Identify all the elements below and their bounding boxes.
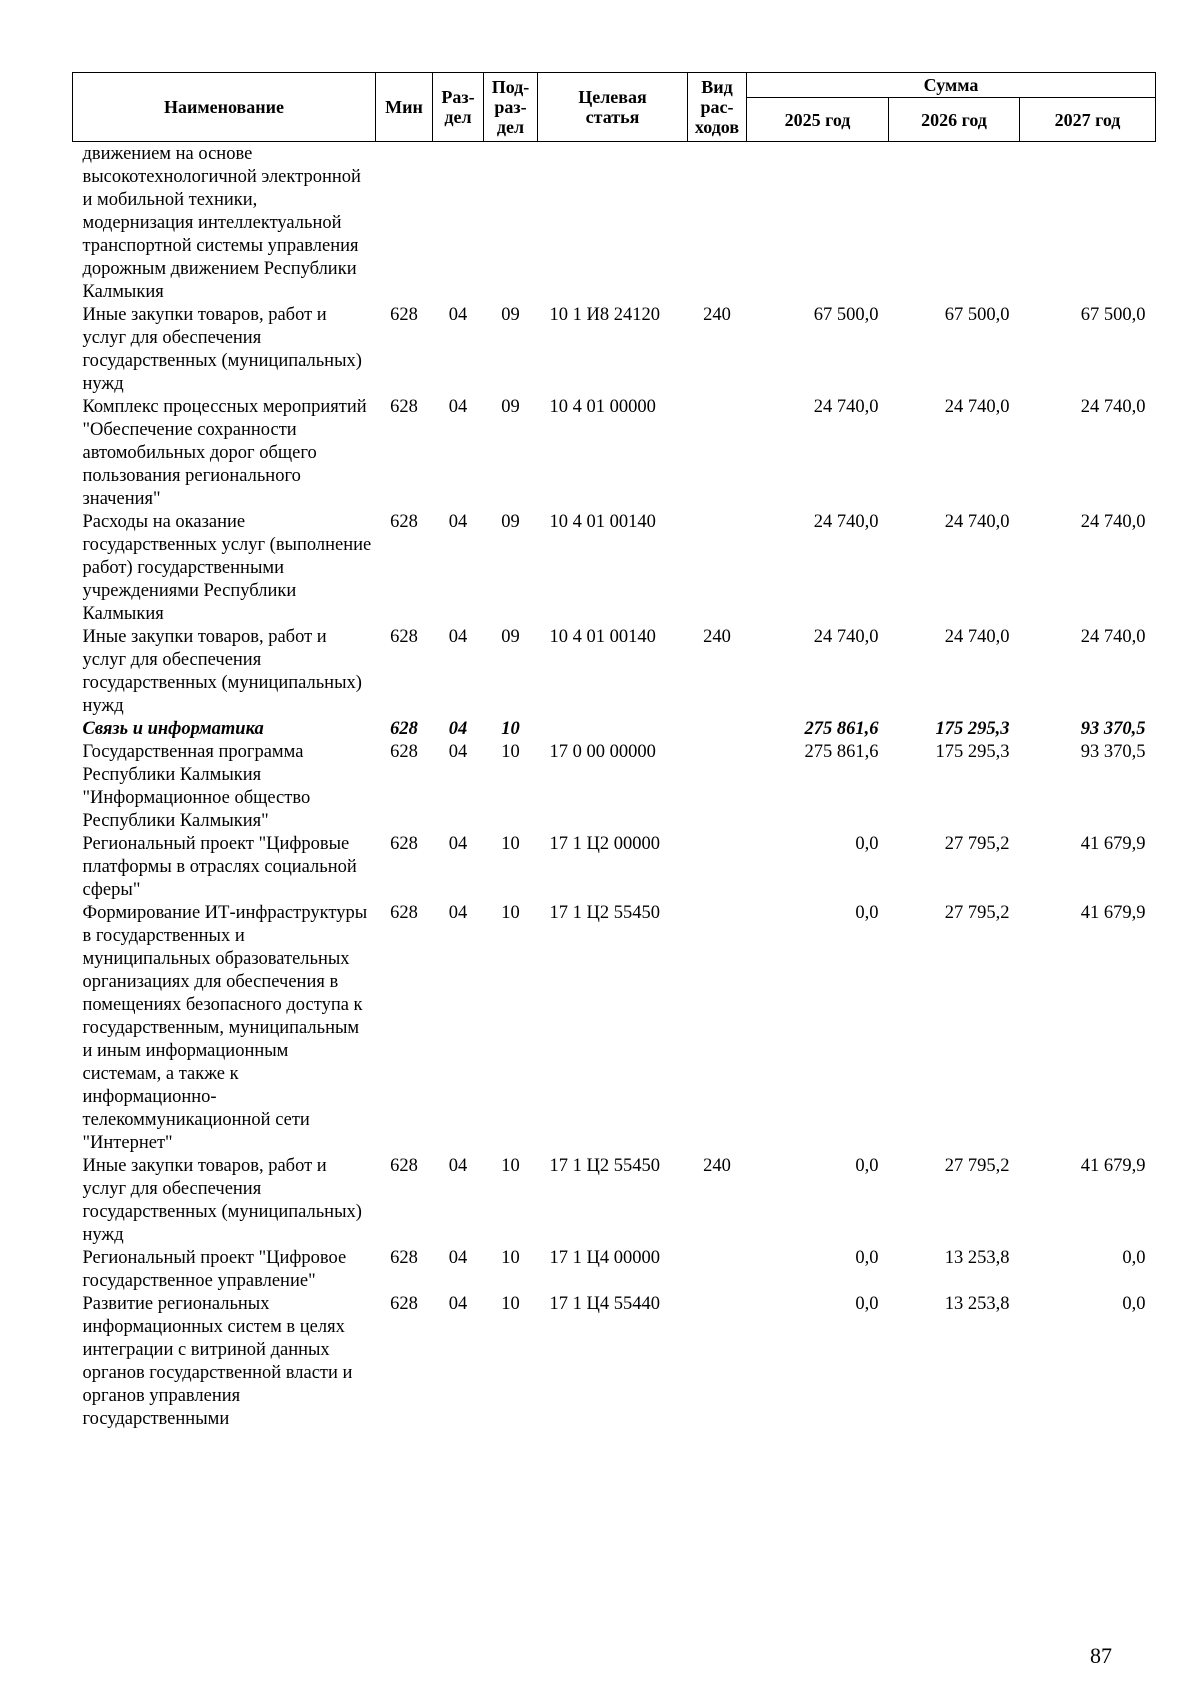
row-razdel: 04 (448, 742, 468, 762)
row-target: 17 1 Ц4 55440 (549, 1294, 660, 1314)
row-razdel (433, 142, 484, 305)
row-amount-2025: 0,0 (855, 834, 879, 854)
table-row (73, 833, 1156, 902)
row-vid (688, 511, 747, 626)
row-name: Региональный проект "Цифровые платформы в отраслях социальной сферы" (82, 834, 357, 900)
row-name: Иные закупки товаров, работ и услуг для обеспечения государственных (муниципальных) нужд (82, 305, 362, 394)
row-amount-2025: 275 861,6 (804, 742, 879, 762)
row-min: 628 (390, 1156, 418, 1176)
row-podrazdel: 10 (501, 719, 520, 739)
row-target (538, 718, 688, 741)
row-amount-2027: 93 370,5 (1080, 742, 1146, 762)
budget-table (72, 72, 1156, 1431)
row-target: 10 4 01 00000 (549, 397, 656, 417)
row-target: 10 4 01 00140 (549, 627, 656, 647)
row-amount-2027: 24 740,0 (1080, 397, 1146, 417)
header-name: Наименование (73, 73, 376, 142)
row-amount-2026: 24 740,0 (944, 397, 1010, 417)
row-vid: 240 (703, 305, 731, 325)
table-row (73, 142, 1156, 305)
row-target: 17 1 Ц2 55450 (549, 903, 660, 923)
row-target: 17 1 Ц2 00000 (549, 834, 660, 854)
row-razdel: 04 (448, 903, 468, 923)
row-amount-2027 (1020, 142, 1156, 305)
row-podrazdel: 09 (501, 512, 520, 532)
row-amount-2027: 24 740,0 (1080, 627, 1146, 647)
header-target: Целевая статья (538, 73, 688, 142)
row-name: Развитие региональных информационных систем в целях интеграции с витриной данных органов государственной власти и органов управления государственными (82, 1294, 353, 1429)
row-min: 628 (390, 719, 418, 739)
table-row (73, 1293, 1156, 1431)
row-amount-2025: 24 740,0 (813, 627, 879, 647)
row-min (376, 142, 433, 305)
row-vid (688, 396, 747, 511)
row-amount-2026: 24 740,0 (944, 512, 1010, 532)
row-name: Связь и информатика (82, 719, 264, 739)
table-row (73, 304, 1156, 396)
row-name: движением на основе высокотехнологичной электронной и мобильной техники, модернизация интеллектуальной транспортной системы управления дорожным движением Республики Калмыкия (82, 144, 361, 302)
row-target: 17 1 Ц2 55450 (549, 1156, 660, 1176)
row-amount-2027: 24 740,0 (1080, 512, 1146, 532)
row-name: Формирование ИТ-инфраструктуры в государственных и муниципальных образовательных организациях для обеспечения в помещениях безопасного доступа к государственным, муниципальным и иным информационным системам, а также к информационно-телекоммуникационной сети "Интернет" (82, 903, 368, 1153)
row-podrazdel: 09 (501, 397, 520, 417)
row-razdel: 04 (448, 1156, 468, 1176)
row-vid (688, 1247, 747, 1293)
row-target: 10 1 И8 24120 (549, 305, 660, 325)
row-vid (688, 718, 747, 741)
row-amount-2026: 13 253,8 (944, 1248, 1010, 1268)
row-razdel: 04 (448, 1294, 468, 1314)
row-name: Иные закупки товаров, работ и услуг для обеспечения государственных (муниципальных) нужд (82, 627, 362, 716)
row-amount-2026: 27 795,2 (944, 903, 1010, 923)
table-row (73, 396, 1156, 511)
table-row (73, 626, 1156, 718)
row-razdel: 04 (448, 719, 468, 739)
header-vid: Вид рас- ходов (688, 73, 747, 142)
row-amount-2025: 275 861,6 (804, 719, 879, 739)
row-min: 628 (390, 903, 418, 923)
row-vid (688, 833, 747, 902)
row-vid (688, 741, 747, 833)
row-name: Комплекс процессных мероприятий "Обеспечение сохранности автомобильных дорог общего пользования регионального значения" (82, 397, 367, 509)
row-amount-2027: 93 370,5 (1080, 719, 1146, 739)
row-vid (688, 1293, 747, 1431)
row-name: Государственная программа Республики Калмыкия "Информационное общество Республики Калмыкия" (82, 742, 311, 831)
row-amount-2025: 24 740,0 (813, 397, 879, 417)
row-amount-2026: 24 740,0 (944, 627, 1010, 647)
row-amount-2027: 67 500,0 (1080, 305, 1146, 325)
row-min: 628 (390, 627, 418, 647)
table-row (73, 741, 1156, 833)
row-name: Иные закупки товаров, работ и услуг для обеспечения государственных (муниципальных) нужд (82, 1156, 362, 1245)
row-min: 628 (390, 512, 418, 532)
table-row (73, 902, 1156, 1155)
header-razdel: Раз- дел (433, 73, 484, 142)
row-amount-2025: 24 740,0 (813, 512, 879, 532)
header-2027: 2027 год (1020, 98, 1156, 142)
row-razdel: 04 (448, 1248, 468, 1268)
row-podrazdel: 10 (501, 1248, 520, 1268)
row-name: Расходы на оказание государственных услуг (выполнение работ) государственными учреждениями Республики Калмыкия (82, 512, 372, 624)
row-podrazdel: 09 (501, 627, 520, 647)
table-row (73, 1247, 1156, 1293)
row-min: 628 (390, 834, 418, 854)
header-sum: Сумма (747, 73, 1156, 98)
row-min: 628 (390, 1294, 418, 1314)
row-amount-2027: 0,0 (1122, 1248, 1146, 1268)
row-razdel: 04 (448, 305, 468, 325)
row-target (538, 142, 688, 305)
row-amount-2026: 27 795,2 (944, 834, 1010, 854)
row-target: 10 4 01 00140 (549, 512, 656, 532)
page-number: 87 (1090, 1643, 1112, 1668)
row-name: Региональный проект "Цифровое государственное управление" (82, 1248, 347, 1291)
row-podrazdel: 10 (501, 834, 520, 854)
row-min: 628 (390, 305, 418, 325)
header-min: Мин (376, 73, 433, 142)
row-target: 17 0 00 00000 (549, 742, 656, 762)
row-razdel: 04 (448, 627, 468, 647)
row-podrazdel: 10 (501, 1294, 520, 1314)
row-amount-2026: 175 295,3 (935, 742, 1010, 762)
row-vid: 240 (703, 1156, 731, 1176)
row-podrazdel: 09 (501, 305, 520, 325)
table-row (73, 1155, 1156, 1247)
row-vid (688, 902, 747, 1155)
row-min: 628 (390, 397, 418, 417)
row-target: 17 1 Ц4 00000 (549, 1248, 660, 1268)
row-amount-2027: 0,0 (1122, 1294, 1146, 1314)
table-row (73, 718, 1156, 741)
row-amount-2026: 67 500,0 (944, 305, 1010, 325)
row-amount-2027: 41 679,9 (1080, 1156, 1146, 1176)
row-vid (688, 142, 747, 305)
table-body (73, 142, 1156, 1432)
row-amount-2027: 41 679,9 (1080, 834, 1146, 854)
row-podrazdel: 10 (501, 742, 520, 762)
header-podrazdel: Под- раз- дел (484, 73, 538, 142)
row-amount-2026: 27 795,2 (944, 1156, 1010, 1176)
header-2025: 2025 год (747, 98, 889, 142)
row-amount-2025: 0,0 (855, 1294, 879, 1314)
row-vid: 240 (703, 627, 731, 647)
row-amount-2026: 175 295,3 (935, 719, 1010, 739)
row-podrazdel: 10 (501, 1156, 520, 1176)
row-amount-2025 (747, 142, 889, 305)
row-amount-2026: 13 253,8 (944, 1294, 1010, 1314)
row-podrazdel (484, 142, 538, 305)
row-razdel: 04 (448, 512, 468, 532)
row-amount-2025: 0,0 (855, 1248, 879, 1268)
row-amount-2025: 67 500,0 (813, 305, 879, 325)
row-min: 628 (390, 742, 418, 762)
header-2026: 2026 год (889, 98, 1020, 142)
row-amount-2025: 0,0 (855, 1156, 879, 1176)
row-razdel: 04 (448, 834, 468, 854)
table-row (73, 511, 1156, 626)
row-amount-2026 (889, 142, 1020, 305)
row-podrazdel: 10 (501, 903, 520, 923)
row-razdel: 04 (448, 397, 468, 417)
row-min: 628 (390, 1248, 418, 1268)
row-amount-2027: 41 679,9 (1080, 903, 1146, 923)
row-amount-2025: 0,0 (855, 903, 879, 923)
